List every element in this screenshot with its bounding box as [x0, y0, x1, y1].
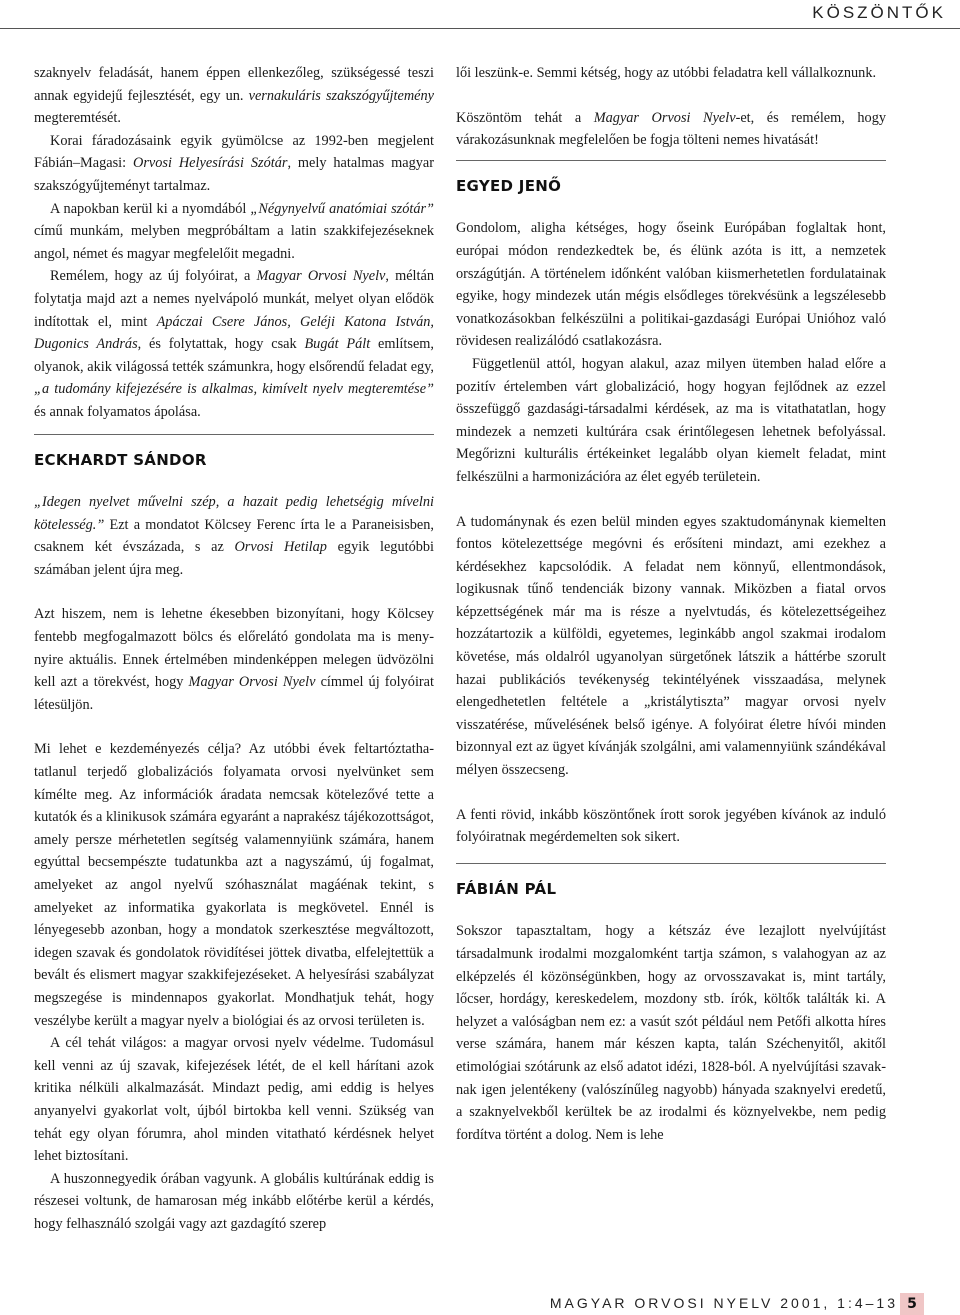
journal-footer: MAGYAR ORVOSI NYELV 2001, 1:4–13 — [549, 1295, 898, 1311]
paragraph: A huszonnegyedik órában vagyunk. A globális kultúrának eddig is részesei voltunk, de hamarosan még inkább előtérbe kerül a kérdés, hogy felhasználó szolgái vagy azt gazdagító szerep — [34, 1170, 434, 1232]
section-divider — [456, 160, 886, 161]
paragraph: szaknyelv feladását, hanem éppen ellenkezőleg, szükségessé teszi annak egyidejű fejlesztését, egy un. vernakuláris szakszógyűjtemény megteremtését. — [34, 65, 434, 127]
paragraph: Korai fáradozásaink egyik gyümölcse az 1992-ben megjelent Fábián–Magasi: Orvosi Helyesírási Szótár, mely hatalmas magyar szakszógyűjteményt tartalmaz. — [34, 132, 434, 194]
paragraph: A cél tehát világos: a magyar orvosi nyelv védelme. Tudomásul kell venni az új szavak, kifejezések létét, de el kell hárítani azok kritika nélküli alkalmazását. Mindazt pedig, ami eddig is helyes anyanyelvi gyakorlat volt, újból birtokba kell venni. Szükség van tehát egy olyan fórumra, ahol minden vitatható kérdésnek helyet lehet biztosítani. — [34, 1035, 434, 1165]
paragraph: A fenti rövid, inkább köszöntőnek írott sorok jegyében kívánok az induló folyóiratnak megérdemelten sok sikert. — [456, 806, 886, 846]
paragraph: Gondolom, aligha kétséges, hogy őseink Európában foglaltak hont, európai módon rendezkedtek be, és élünk azóta is itt, a nemzetek országútján. A történelem időnként valóban kiismerhetetlen fordulatainak egyike, hogy mindezek után mégis elsődleges törekvésünk a legszélesebb vonatkozásokban felkészülni a politikai-gazdasági Európai Unióhoz való rövidesen realizálódó csatlakozásra. — [456, 220, 886, 350]
paragraph: Azt hiszem, nem is lehetne ékesebben bizonyítani, hogy Kölcsey fentebb megfogalmazott bölcs és előrelátó gondolata ma is menynyire aktuális. Ennek értelmében mindenképpen melegen üdvözölni kell azt a törekvést, hogy Magyar Orvosi Nyelv címmel új folyóirat létesüljön. — [34, 606, 434, 713]
paragraph: Függetlenül attól, hogyan alakul, azaz milyen ütemben halad előre a pozitív értelemben várt globalizáció, hogy hogyan fejlődnek az ezzel összefüggő gazdasági-társadalmi kérdések, az ma is vitathatatlan, hogy mindezek a nemzeti kultúrára csak érintőlegesen lehetnek befolyással. Megőrizni kulturális értékeinket legalább olyan kiemelt feladat, mint felkészülni a harmonizációra az élet egyéb területein. — [456, 355, 886, 485]
paragraph: Köszöntöm tehát a Magyar Orvosi Nyelv-et, és remélem, hogy várakozásunknak megfelelően be fogja tölteni nemes hivatását! — [456, 109, 886, 149]
author-heading-eckhardt: ECKHARDT SÁNDOR — [34, 450, 207, 469]
paragraph: A tudománynak és ezen belül minden egyes szaktudománynak kiemelten fontos kötelezettsége megóvni és erősíteni mindazt, ami ezekhez a kérdésekhez kapcsolódik. A feladat nem könnyű, ellentmondások, logikusnak tűnő tendenciák bizony vannak. Miközben a fiatal orvos képzettségének már ma is része a nyelvtudás, és kötelezettségeihez hozzátartozik a külföldi, egyetemes, leginkább angol szakmai irodalom követése, más oldalról ugyanolyan sürgetőnek látszik a háttérbe szorult hazai publikációs tevékenység tekintélyének visszaadása, melynek elengedhetetlen feltétele a „kristálytiszta” magyar orvosi nyelv visszatérése, művelésének belső igénye. A folyóirat életre hívói minden bizonnyal ezt az ügyet kívánják szolgálni, ami valamennyiünk szándékával mélyen összecseng. — [456, 513, 886, 779]
section-title: KÖSZÖNTŐK — [812, 3, 946, 22]
section-divider — [34, 434, 434, 435]
paragraph: A napokban kerül ki a nyomdából „Négynyelvű anatómiai szótár” című munkám, melyben megpróbáltam a latin szakkifejezéseknek angol, német és magyar megfelelőit megadni. — [34, 200, 434, 262]
paragraph: Sokszor tapasztaltam, hogy a kétszáz éve lezajlott nyelvújítást társadalmunk irodalmi mozgalomként tartja számon, s valahogyan az az elképzelés él közönségünkben, hogy az orvosszavakat is, mint tartály, lőcser, hordágy, kereskedelem, mozdony stb. írók, költők találták ki. A helyzet a valóságban nem ez: a vasút szót például nem Petőfi alkotta híres verse számára, hanem már készen kapta, talán Széchenyitől, akitől etimológiai szótárunk az első adatot idézi, 1828-ból. A nyelvújítási szavaknak igen jelentékeny (valószínűleg nagyobb) hányada szaknyelvi eredetű, a szaknyelvekből kerültek be az irodalmi és köznyelvekbe, nem pedig fordítva történt a dolog. Nem is lehe — [456, 923, 886, 1143]
paragraph: „Idegen nyelvet művelni szép, a hazait pedig lehetségig mívelni kötelesség.” Ezt a mondatot Kölcsey Ferenc írta le a Paraneisisben, csaknem két évszázada, s az Orvosi Hetilap egyik legutóbbi számában jelent újra meg. — [34, 494, 434, 578]
right-column — [456, 62, 886, 1146]
paragraph: Mi lehet e kezdeményezés célja? Az utóbbi évek feltartóztathatatlanul terjedő globalizációs folyamata orvosi nyelvünket sem kímélte meg. Az információk áradata nemcsak kötelezővé tette a kutatók és a klinikusok számára egyaránt a naprakész tájékozottságot, amely persze mérhetetlen segítség valamennyiünk számára, hanem egyúttal becsempészte tudatunkba azt a nagyszámú, új fogalmat, amelyeket az angol nyelvű szóhasználat magáénak tekint, s amelyeket az informatika gyakorlata is megkövetel. Ennél is lényegesebb azonban, hogy a mondatok szerkesztése megváltozott, idegen szavak és gondolatok rövidítései jöttek divatba, elfelejtettük a bevált és elismert magyar szakkifejezéseket. A helyesírási szabályzat megszegése is mindennapos gyakorlat. Mondhatjuk tehát, hogy veszélybe került a magyar nyelv a biológiai és az orvosi területen is. — [34, 741, 434, 1029]
left-column — [34, 62, 434, 1236]
header-rule — [0, 28, 960, 29]
section-divider — [456, 863, 886, 864]
paragraph: Remélem, hogy az új folyóirat, a Magyar Orvosi Nyelv, méltán folytatja majd azt a nemes nyelvápoló munkát, melyet olyan elődök indítottak el, mint Apáczai Csere János, Geléji Katona István, Dugonics András, és folytattak, hogy csak Bugát Pált említsem, olyanok, akik világossá tették számunkra, hogy elsőrendű feladat egy, „a tudomány kifejezésére is alkalmas, kimívelt nyelv megteremtése” és annak folyamatos ápolása. — [34, 268, 434, 420]
author-heading-fabian: FÁBIÁN PÁL — [456, 879, 557, 898]
paragraph: lői leszünk-e. Semmi kétség, hogy az utóbbi feladatra kell vállalkoznunk. — [456, 65, 877, 81]
page-number: 5 — [900, 1293, 924, 1315]
author-heading-egyed: EGYED JENŐ — [456, 176, 562, 195]
